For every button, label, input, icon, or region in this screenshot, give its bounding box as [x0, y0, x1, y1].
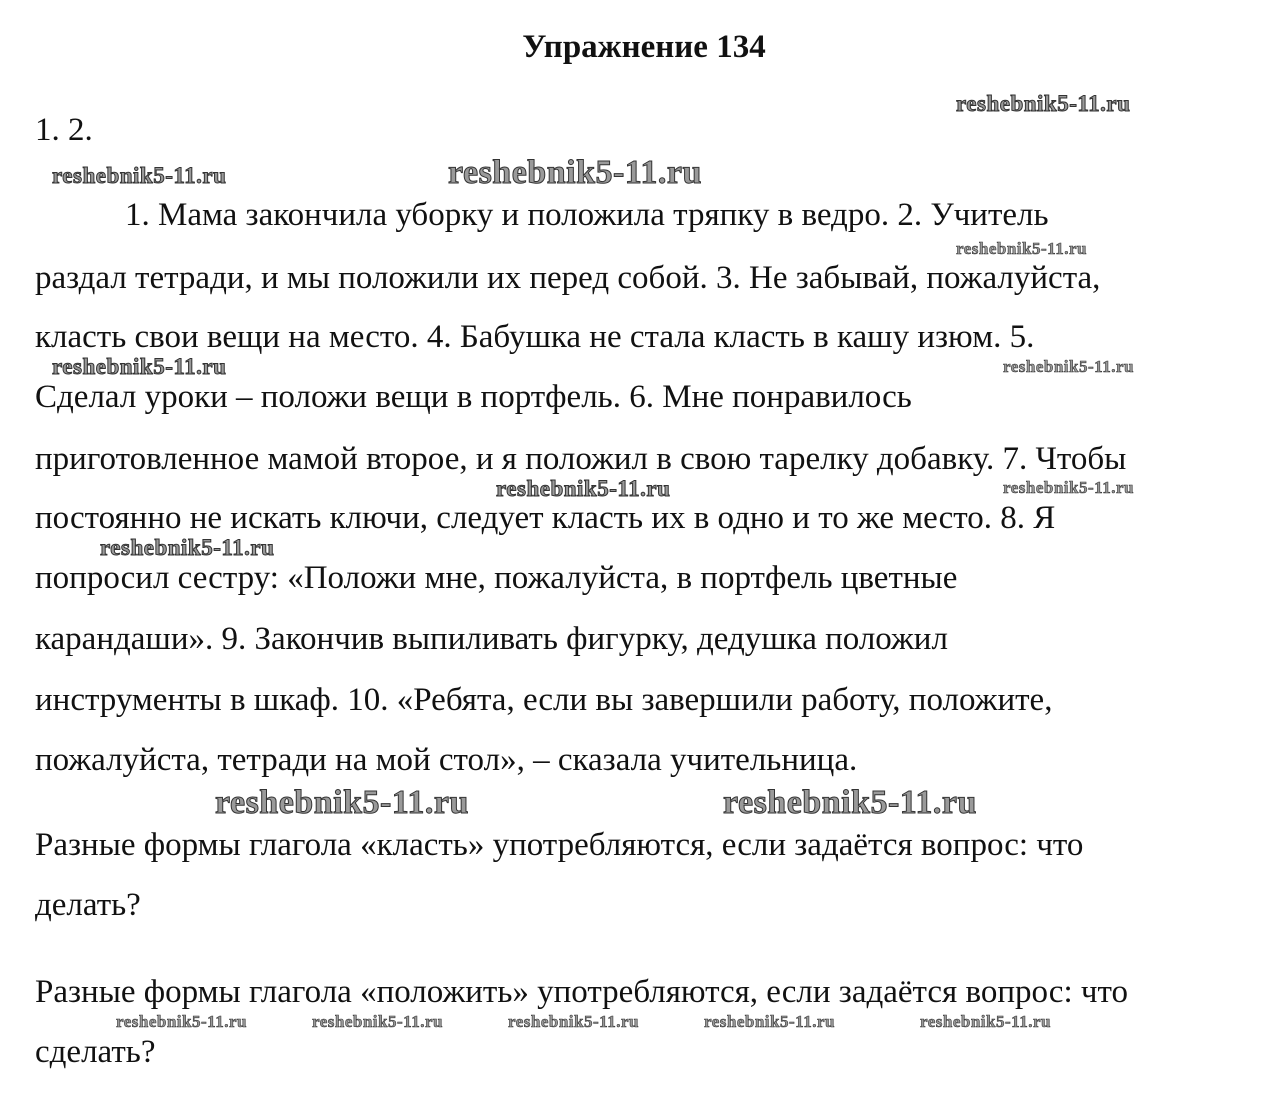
paragraph-line: пожалуйста, тетради на мой стол», – сказала учительница. [35, 742, 858, 778]
watermark: reshebnik5-11.ru [496, 476, 671, 501]
paragraph-line: карандаши». 9. Закончив выпиливать фигурку, дедушка положил [35, 621, 948, 657]
watermark: reshebnik5-11.ru [956, 239, 1087, 258]
watermark: reshebnik5-11.ru [956, 91, 1131, 116]
paragraph-line: 1. Мама закончила уборку и положила тряпку в ведро. 2. Учитель [125, 197, 1049, 233]
page-title: Упражнение 134 [522, 29, 766, 65]
paragraph-line: постоянно не искать ключи, следует класть их в одно и то же место. 8. Я [35, 500, 1056, 536]
conclusion-line: Разные формы глагола «положить» употребляются, если задаётся вопрос: что [35, 974, 1128, 1010]
watermark: reshebnik5-11.ru [508, 1012, 639, 1031]
watermark: reshebnik5-11.ru [312, 1012, 443, 1031]
watermark: reshebnik5-11.ru [116, 1012, 247, 1031]
conclusion-line: Разные формы глагола «класть» употребляются, если задаётся вопрос: что [35, 827, 1084, 863]
watermark: reshebnik5-11.ru [920, 1012, 1051, 1031]
watermark: reshebnik5-11.ru [448, 154, 702, 191]
watermark: reshebnik5-11.ru [1003, 478, 1134, 497]
watermark: reshebnik5-11.ru [52, 354, 227, 379]
paragraph-line: Сделал уроки – положи вещи в портфель. 6. Мне понравилось [35, 379, 912, 415]
conclusion-line: сделать? [35, 1034, 156, 1070]
watermark: reshebnik5-11.ru [215, 784, 469, 821]
paragraph-line: класть свои вещи на место. 4. Бабушка не стала класть в кашу изюм. 5. [35, 319, 1035, 355]
watermark: reshebnik5-11.ru [52, 163, 227, 188]
paragraph-line: попросил сестру: «Положи мне, пожалуйста, в портфель цветные [35, 560, 958, 596]
conclusion-line: делать? [35, 887, 141, 923]
task-numbers: 1. 2. [35, 112, 93, 148]
watermark: reshebnik5-11.ru [723, 784, 977, 821]
watermark: reshebnik5-11.ru [100, 535, 275, 560]
paragraph-line: приготовленное мамой второе, и я положил в свою тарелку добавку. 7. Чтобы [35, 441, 1127, 477]
paragraph-line: раздал тетради, и мы положили их перед собой. 3. Не забывай, пожалуйста, [35, 260, 1101, 296]
watermark: reshebnik5-11.ru [1003, 357, 1134, 376]
paragraph-line: инструменты в шкаф. 10. «Ребята, если вы завершили работу, положите, [35, 682, 1053, 718]
watermark: reshebnik5-11.ru [704, 1012, 835, 1031]
